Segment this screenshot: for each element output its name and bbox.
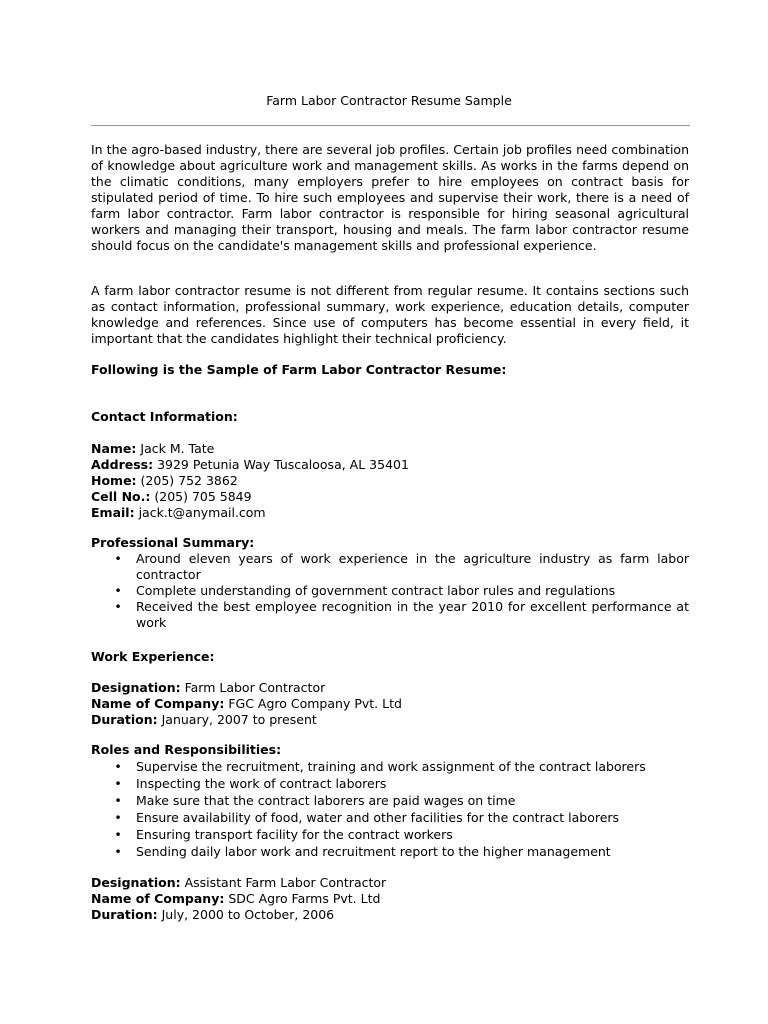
bullet-icon: •	[114, 599, 122, 614]
company-label: Name of Company:	[91, 696, 225, 711]
contact-cell: (205) 705 5849	[154, 489, 252, 504]
home-label: Home:	[91, 473, 137, 488]
role-item-text: Ensure availability of food, water and other facilities for the contract laborers	[136, 810, 620, 825]
summary-section	[91, 535, 689, 631]
summary-list	[91, 551, 689, 631]
job-company: FGC Agro Company Pvt. Ltd	[228, 696, 402, 711]
roles-section	[91, 742, 689, 860]
cell-label: Cell No.:	[91, 489, 151, 504]
contact-home: (205) 752 3862	[140, 473, 238, 488]
job-company: SDC Agro Farms Pvt. Ltd	[228, 891, 381, 906]
company-label: Name of Company:	[91, 891, 225, 906]
sample-heading: Following is the Sample of Farm Labor Contractor Resume:	[91, 362, 507, 377]
bullet-icon: •	[114, 583, 122, 598]
roles-heading: Roles and Responsibilities:	[91, 742, 282, 757]
summary-item-text: Around eleven years of work experience in the agriculture industry as farm labor contractor	[136, 551, 689, 582]
summary-item-text: Complete understanding of government contract labor rules and regulations	[136, 583, 616, 598]
contact-name-line	[91, 441, 689, 457]
intro-paragraph-1	[91, 142, 689, 254]
job-designation: Farm Labor Contractor	[184, 680, 326, 695]
contact-section	[91, 409, 689, 521]
bullet-icon: •	[114, 810, 122, 825]
bullet-icon: •	[114, 844, 122, 859]
summary-heading: Professional Summary:	[91, 535, 255, 550]
contact-cell-line	[91, 489, 689, 505]
contact-home-line	[91, 473, 689, 489]
job-duration-line	[91, 712, 689, 728]
designation-label: Designation:	[91, 875, 181, 890]
bullet-icon: •	[114, 793, 122, 808]
role-item-text: Sending daily labor work and recruitment report to the higher management	[136, 844, 611, 859]
job-duration-line	[91, 907, 689, 923]
job-company-line	[91, 891, 689, 907]
list-item	[91, 599, 689, 631]
list-item	[91, 583, 689, 599]
role-item-text: Supervise the recruitment, training and work assignment of the contract laborers	[136, 759, 646, 774]
job-designation-line	[91, 875, 689, 891]
list-item	[91, 843, 689, 860]
job-designation-line	[91, 680, 689, 696]
name-label: Name:	[91, 441, 137, 456]
job-1	[91, 680, 689, 728]
sample-heading-block	[91, 362, 689, 378]
work-heading-block	[91, 649, 689, 665]
contact-heading: Contact Information:	[91, 409, 238, 424]
intro-paragraph-2	[91, 283, 689, 347]
role-item-text: Inspecting the work of contract laborers	[136, 776, 387, 791]
address-label: Address:	[91, 457, 154, 472]
duration-label: Duration:	[91, 907, 158, 922]
role-item-text: Make sure that the contract laborers are paid wages on time	[136, 793, 516, 808]
summary-item-text: Received the best employee recognition in the year 2010 for excellent performance at work	[136, 599, 689, 630]
duration-label: Duration:	[91, 712, 158, 727]
list-item	[91, 775, 689, 792]
intro-text-1: In the agro-based industry, there are several job profiles. Certain job profiles need combination of knowledge about agriculture work and management skills. As works in the farms depend on the climatic conditions, many employers prefer to hire employees on contract basis for stipulated period of time. To hire such employees and supervise their work, there is a need of farm labor contractor. Farm labor contractor is responsible for hiring seasonal agricultural workers and managing their transport, housing and meals. The farm labor contractor resume should focus on the candidate's management skills and professional experience.	[91, 142, 689, 253]
intro-text-2: A farm labor contractor resume is not different from regular resume. It contains sections such as contact information, professional summary, work experience, education details, computer knowledge and references. Since use of computers has become essential in every field, it important that the candidates highlight their technical proficiency.	[91, 283, 689, 346]
bullet-icon: •	[114, 776, 122, 791]
bullet-icon: •	[114, 759, 122, 774]
email-label: Email:	[91, 505, 135, 520]
list-item	[91, 758, 689, 775]
job-duration: July, 2000 to October, 2006	[161, 907, 335, 922]
roles-list	[91, 758, 689, 860]
bullet-icon: •	[114, 827, 122, 842]
job-company-line	[91, 696, 689, 712]
contact-address-line	[91, 457, 689, 473]
role-item-text: Ensuring transport facility for the contract workers	[136, 827, 453, 842]
job-2	[91, 875, 689, 923]
list-item	[91, 826, 689, 843]
job-designation: Assistant Farm Labor Contractor	[184, 875, 387, 890]
work-heading: Work Experience:	[91, 649, 215, 664]
contact-name: Jack M. Tate	[140, 441, 215, 456]
list-item	[91, 792, 689, 809]
list-item	[91, 551, 689, 583]
job-duration: January, 2007 to present	[161, 712, 317, 727]
document-title: Farm Labor Contractor Resume Sample	[266, 93, 512, 108]
contact-email-line	[91, 505, 689, 521]
contact-email: jack.t@anymail.com	[138, 505, 266, 520]
designation-label: Designation:	[91, 680, 181, 695]
title-divider	[91, 125, 690, 126]
bullet-icon: •	[114, 551, 122, 566]
contact-address: 3929 Petunia Way Tuscaloosa, AL 35401	[157, 457, 409, 472]
list-item	[91, 809, 689, 826]
